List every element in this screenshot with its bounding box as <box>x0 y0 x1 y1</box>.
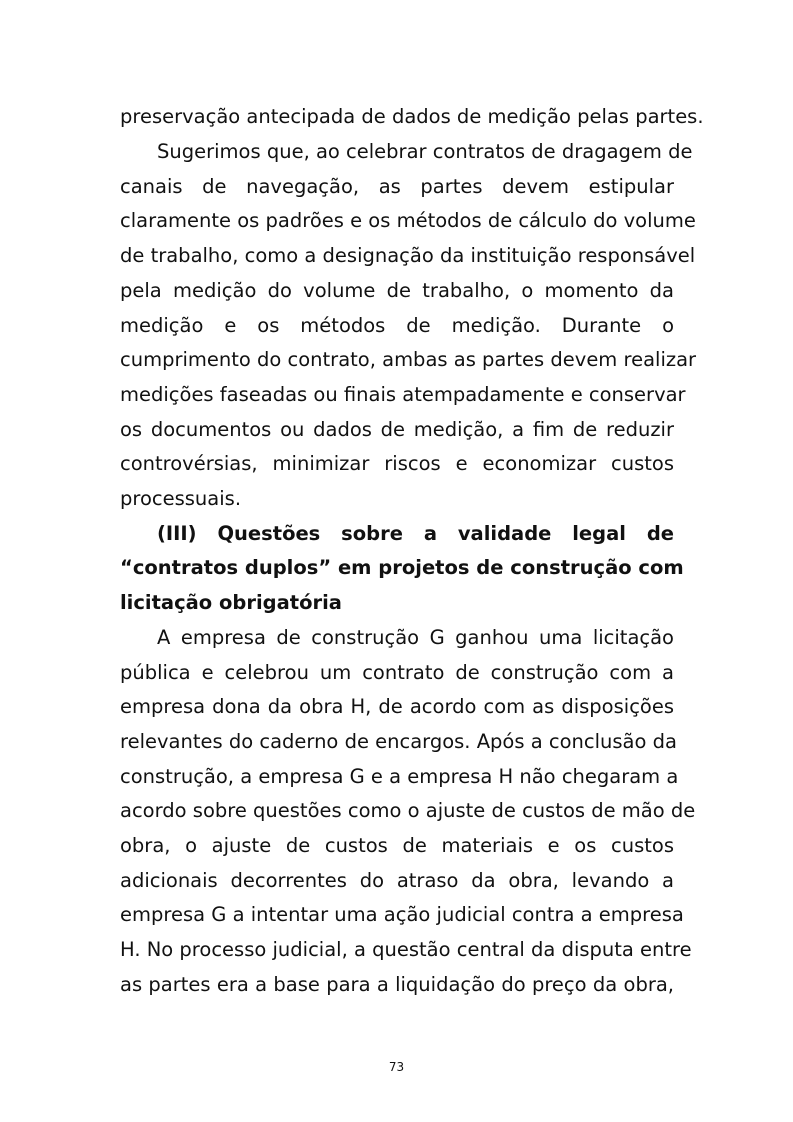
text-line: pela medição do volume de trabalho, o momento da <box>120 279 674 302</box>
paragraph-first-line: Sugerimos que, ao celebrar contratos de dragagem de <box>157 140 693 163</box>
text-line: pública e celebrou um contrato de construção com a <box>120 661 674 684</box>
section-heading: licitação obrigatória <box>120 591 342 614</box>
text-line: medição e os métodos de medição. Durante o <box>120 314 674 337</box>
section-heading: (III) Questões sobre a validade legal de <box>157 522 674 545</box>
page-number: 73 <box>388 1060 405 1074</box>
text-line: H. No processo judicial, a questão central da disputa entre <box>120 938 692 961</box>
text-line: canais de navegação, as partes devem estipular <box>120 175 674 198</box>
text-line: adicionais decorrentes do atraso da obra, levando a <box>120 869 674 892</box>
paragraph-first-line: A empresa de construção G ganhou uma licitação <box>157 626 674 649</box>
text-line: medições faseadas ou finais atempadamente e conservar <box>120 383 686 406</box>
section-heading: “contratos duplos” em projetos de construção com <box>120 556 684 579</box>
text-line: claramente os padrões e os métodos de cálculo do volume <box>120 209 696 232</box>
text-line: relevantes do caderno de encargos. Após a conclusão da <box>120 730 677 753</box>
text-line: os documentos ou dados de medição, a fim de reduzir <box>120 418 674 441</box>
text-line: de trabalho, como a designação da instituição responsável <box>120 244 696 267</box>
text-line: cumprimento do contrato, ambas as partes devem realizar <box>120 348 697 371</box>
text-line: preservação antecipada de dados de medição pelas partes. <box>120 105 704 128</box>
text-line: processuais. <box>120 487 242 510</box>
text-line: empresa G a intentar uma ação judicial contra a empresa <box>120 903 684 926</box>
text-line: obra, o ajuste de custos de materiais e os custos <box>120 834 674 857</box>
text-line: acordo sobre questões como o ajuste de custos de mão de <box>120 799 696 822</box>
text-line: construção, a empresa G e a empresa H não chegaram a <box>120 765 679 788</box>
text-line: controvérsias, minimizar riscos e economizar custos <box>120 452 674 475</box>
text-line: empresa dona da obra H, de acordo com as disposições <box>120 695 674 718</box>
text-line: as partes era a base para a liquidação do preço da obra, <box>120 973 674 996</box>
